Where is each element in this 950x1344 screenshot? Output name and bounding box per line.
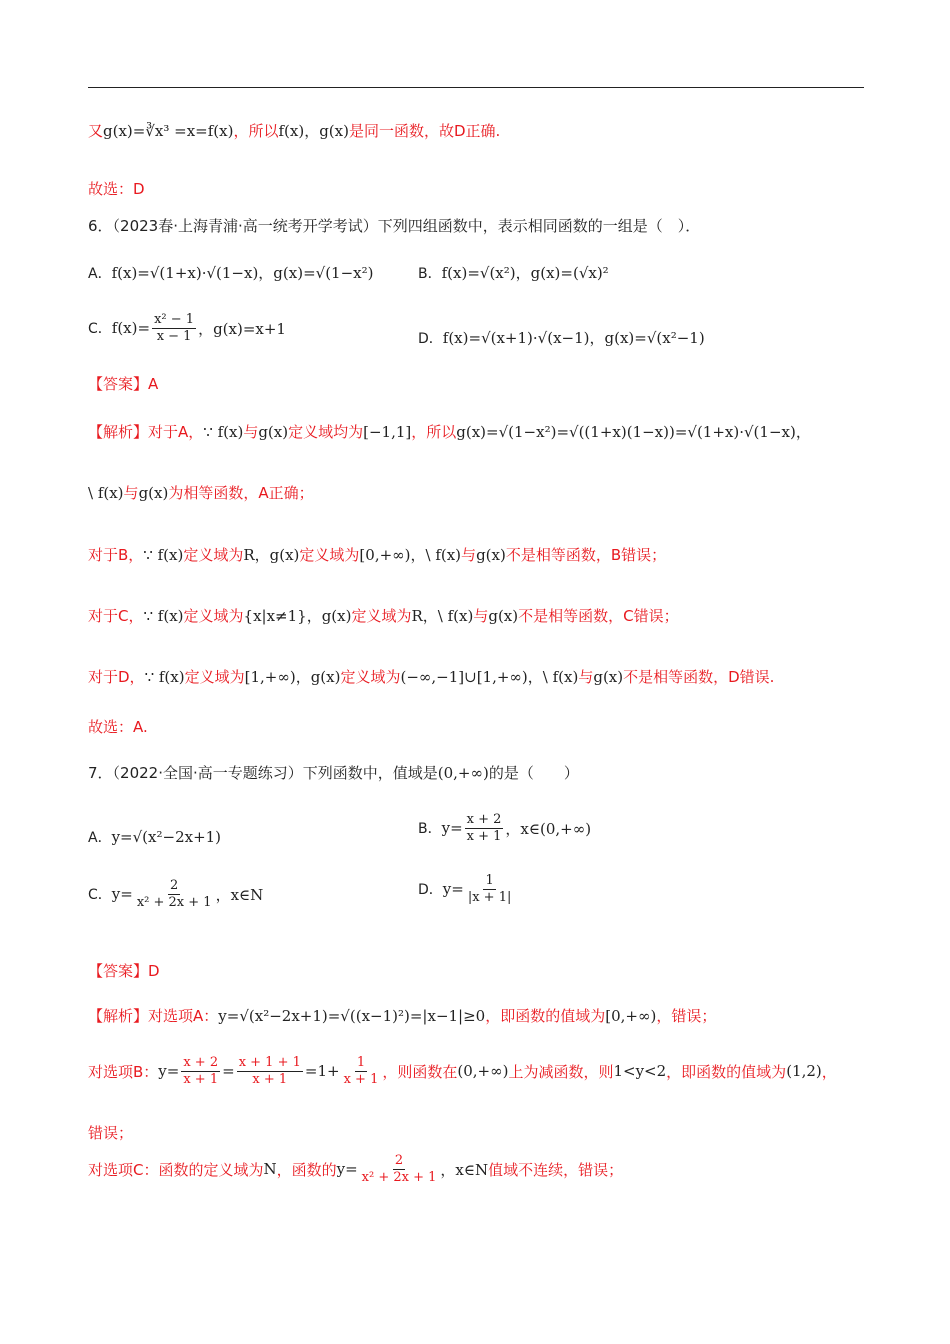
q7-c-label: C． (88, 887, 112, 904)
q6-exp4-math3: R，\ f(x) (411, 607, 474, 625)
q6-exp3-math1: ∵ f(x) (143, 545, 184, 564)
q7-option-c (88, 878, 263, 910)
q6-exp5-a: 对于D， (88, 668, 145, 686)
q6-exp3-a: 对于B， (88, 546, 144, 564)
q7-b-post: ，x∈(0,+∞) (505, 819, 592, 838)
q6-a-label: A． (88, 265, 112, 282)
q6-exp5-math4: g(x) (593, 667, 624, 686)
q6-exp5-math2: [1,+∞)，g(x) (244, 668, 341, 686)
q6-c-post: ，g(x)=x+1 (198, 319, 286, 338)
q6-option-b (418, 262, 609, 283)
q6-answer: 【答案】A (88, 375, 159, 393)
q6-option-a (88, 262, 373, 283)
q6-exp1-d: ，所以 (411, 423, 457, 441)
prev-prefix: 又 (88, 122, 104, 140)
q7-exp4-a: 对选项C：函数的定义域为 (88, 1160, 264, 1179)
q7-b-label: B． (418, 821, 442, 838)
q6-exp5-b: 定义域为 (184, 668, 245, 686)
q7-exp-line3: 错误； (88, 1124, 134, 1142)
q7-option-b (418, 812, 591, 844)
prev-answer: 故选：D (88, 180, 145, 198)
q6-exp4-c: 定义域为 (351, 607, 412, 625)
q6-exp3-math4: g(x) (476, 545, 506, 564)
q7-c-num: 2 (170, 878, 179, 893)
q6-exp1-math2: g(x) (258, 422, 289, 441)
q6-stem: 6．（2023春·上海青浦·高一统考开学考试）下列四组函数中，表示相同函数的一组是（ ）． (88, 217, 701, 235)
q6-exp3-math2: R，g(x) (243, 546, 300, 564)
q6-exp2-math1: \ f(x) (88, 483, 124, 502)
q6-exp2-math2: g(x) (138, 483, 169, 502)
q7-exp2-d: ，即函数的值域为 (666, 1062, 787, 1081)
q6-exp4-a: 对于C， (88, 607, 144, 625)
q7-exp2-eq2: =1+ (304, 1062, 340, 1081)
q7-exp2-math3: 1<y<2 (613, 1062, 667, 1081)
q6-exp5-d: 与 (578, 668, 594, 686)
q6-exp5-c: 定义域为 (340, 668, 401, 686)
q7-exp2-den2: x + 1 (252, 1071, 288, 1087)
q7-b-num: x + 2 (466, 812, 502, 827)
q6-exp1-a: 对于A， (148, 423, 204, 441)
q7-exp2-math2: (0,+∞) (457, 1062, 509, 1081)
q7-exp2-num2: x + 1 + 1 (238, 1055, 301, 1070)
q7-exp2-frac2 (237, 1055, 303, 1087)
q7-d-label: D． (418, 882, 443, 899)
q7-exp4-den: x² + 2x + 1 (361, 1169, 437, 1185)
q7-option-d (418, 873, 515, 905)
q6-exp-line1 (88, 421, 811, 442)
q7-c-post: ，x∈N (215, 885, 264, 904)
q7-exp2-c: 上为减函数，则 (508, 1062, 614, 1081)
q7-exp-line1 (88, 1005, 716, 1026)
prev-suffix: 是同一函数，故D正确. (348, 122, 501, 140)
q7-exp2-den3: x + 1 (343, 1071, 379, 1087)
q7-exp4-math2: ，x∈N (440, 1160, 489, 1179)
q6-exp1-math4: g(x)=√(1−x²)=√((1+x)(1−x))=√(1+x)·√(1−x)， (456, 423, 811, 441)
q7-c-fraction (135, 878, 214, 910)
q6-exp3-c: 定义域为 (299, 546, 360, 564)
q6-final: 故选：A. (88, 718, 148, 736)
q7-a-label: A． (88, 830, 112, 846)
q6-b-label: B． (418, 265, 442, 282)
q6-exp2-b: 为相等函数，A正确； (168, 484, 314, 502)
q7-b-pre: y= (441, 819, 463, 838)
q6-exp3-math3: [0,+∞)，\ f(x) (359, 546, 462, 564)
q6-exp4-math2: {x|x≠1}，g(x) (243, 607, 352, 625)
q6-option-c (88, 312, 286, 344)
q7-b-den: x + 1 (466, 828, 502, 844)
prev-mid: ，所以 (233, 122, 279, 140)
q7-d-num: 1 (485, 873, 494, 888)
q6-c-pre: f(x)= (111, 319, 151, 338)
q7-exp-lead: 【解析】 (88, 1007, 149, 1025)
q7-exp2-frac3 (342, 1055, 381, 1087)
q7-exp4-b: ，函数的 (276, 1160, 337, 1179)
q6-option-d (418, 327, 705, 348)
q7-exp2-frac1 (181, 1055, 220, 1087)
q7-exp2-b: ，则函数在 (382, 1062, 458, 1081)
q7-b-fraction (465, 812, 504, 844)
q7-exp2-num3: 1 (356, 1055, 366, 1070)
q6-c-num: x² − 1 (154, 312, 195, 327)
q6-exp1-b: 与 (243, 423, 259, 441)
q7-exp2-math4: (1,2) (786, 1062, 822, 1081)
q6-exp1-c: 定义域均为 (288, 423, 364, 441)
q6-exp3-d: 与 (461, 546, 477, 564)
q7-exp2-e: ， (821, 1062, 837, 1081)
q7-stem-a: 7．（2022·全国·高一专题练习）下列函数中，值域是 (88, 764, 438, 782)
q7-option-a (88, 827, 221, 847)
q6-exp4-math1: ∵ f(x) (143, 606, 184, 625)
q7-c-pre: y= (111, 885, 133, 904)
q6-exp-lead: 【解析】 (88, 423, 149, 441)
q6-exp5-e: 不是相等函数，D错误. (623, 668, 775, 686)
q7-exp1-math2: [0,+∞) (605, 1006, 657, 1025)
q7-exp2-den1: x + 1 (183, 1071, 219, 1087)
q7-exp2-num1: x + 2 (183, 1055, 219, 1070)
q7-exp1-math: y=√(x²−2x+1)=√((x−1)²)=|x−1|≥0 (218, 1006, 486, 1025)
q7-answer: 【答案】D (88, 962, 160, 980)
q6-exp1-math1: ∵ f(x) (203, 422, 244, 441)
q7-exp2-eq: = (222, 1062, 235, 1081)
q7-d-pre: y= (442, 880, 464, 899)
q7-d-den: |x + 1| (467, 889, 512, 905)
q6-exp1-math3: [−1,1] (363, 422, 412, 441)
q7-exp4-c: 值域不连续，错误； (488, 1160, 624, 1179)
q6-d-label: D． (418, 330, 443, 347)
q7-exp1-b: ，即函数的值域为 (485, 1007, 606, 1025)
q6-exp2-a: 与 (123, 484, 139, 502)
q6-exp4-math4: g(x) (488, 606, 519, 625)
q7-exp2-a: 对选项B： (88, 1062, 159, 1081)
q6-exp-line4 (88, 605, 679, 626)
q7-stem (88, 762, 579, 783)
q6-a-math: f(x)=√(1+x)·√(1−x)，g(x)=√(1−x²) (111, 264, 374, 282)
q7-exp2-pre: y= (158, 1062, 180, 1081)
q7-d-fraction (466, 873, 514, 905)
q7-exp-line2 (88, 1055, 837, 1087)
q6-exp-line3 (88, 544, 666, 565)
q6-c-fraction (152, 312, 196, 344)
q7-exp-line4 (88, 1153, 623, 1185)
prev-conclusion-line (88, 120, 500, 141)
prev-fg: f(x)，g(x) (278, 122, 349, 140)
q6-d-math: f(x)=√(x+1)·√(x−1)，g(x)=√(x²−1) (442, 329, 705, 347)
q7-exp1-a: 对选项A： (148, 1007, 219, 1025)
q6-exp4-b: 定义域为 (183, 607, 244, 625)
q7-stem-b: 的是（ ） (488, 764, 579, 782)
q6-exp3-e: 不是相等函数，B错误； (505, 546, 667, 564)
q6-c-den: x − 1 (156, 328, 192, 344)
q7-exp4-num: 2 (394, 1153, 404, 1168)
q6-exp5-math1: ∵ f(x) (144, 667, 185, 686)
q6-exp3-b: 定义域为 (183, 546, 244, 564)
q6-exp-line2 (88, 482, 314, 503)
q6-exp4-d: 与 (473, 607, 489, 625)
header-rule (88, 87, 864, 88)
q7-exp4-pre: y= (336, 1160, 358, 1179)
q7-exp1-c: ，错误； (656, 1007, 717, 1025)
q6-exp-line5 (88, 666, 774, 687)
q7-c-den: x² + 2x + 1 (136, 894, 212, 910)
q6-c-label: C． (88, 321, 112, 338)
q7-exp4-fraction (360, 1153, 439, 1185)
q7-stem-math: (0,+∞) (437, 763, 489, 782)
prev-math: g(x)=∛x³ =x=f(x) (103, 121, 234, 140)
q6-exp5-math3: (−∞,−1]∪[1,+∞)，\ f(x) (400, 668, 579, 686)
q6-b-math: f(x)=√(x²)，g(x)=(√x)² (441, 264, 609, 282)
q6-exp4-e: 不是相等函数，C错误； (518, 607, 679, 625)
q7-exp4-math1: N (263, 1160, 277, 1179)
q7-a-math: y=√(x²−2x+1) (111, 828, 222, 846)
